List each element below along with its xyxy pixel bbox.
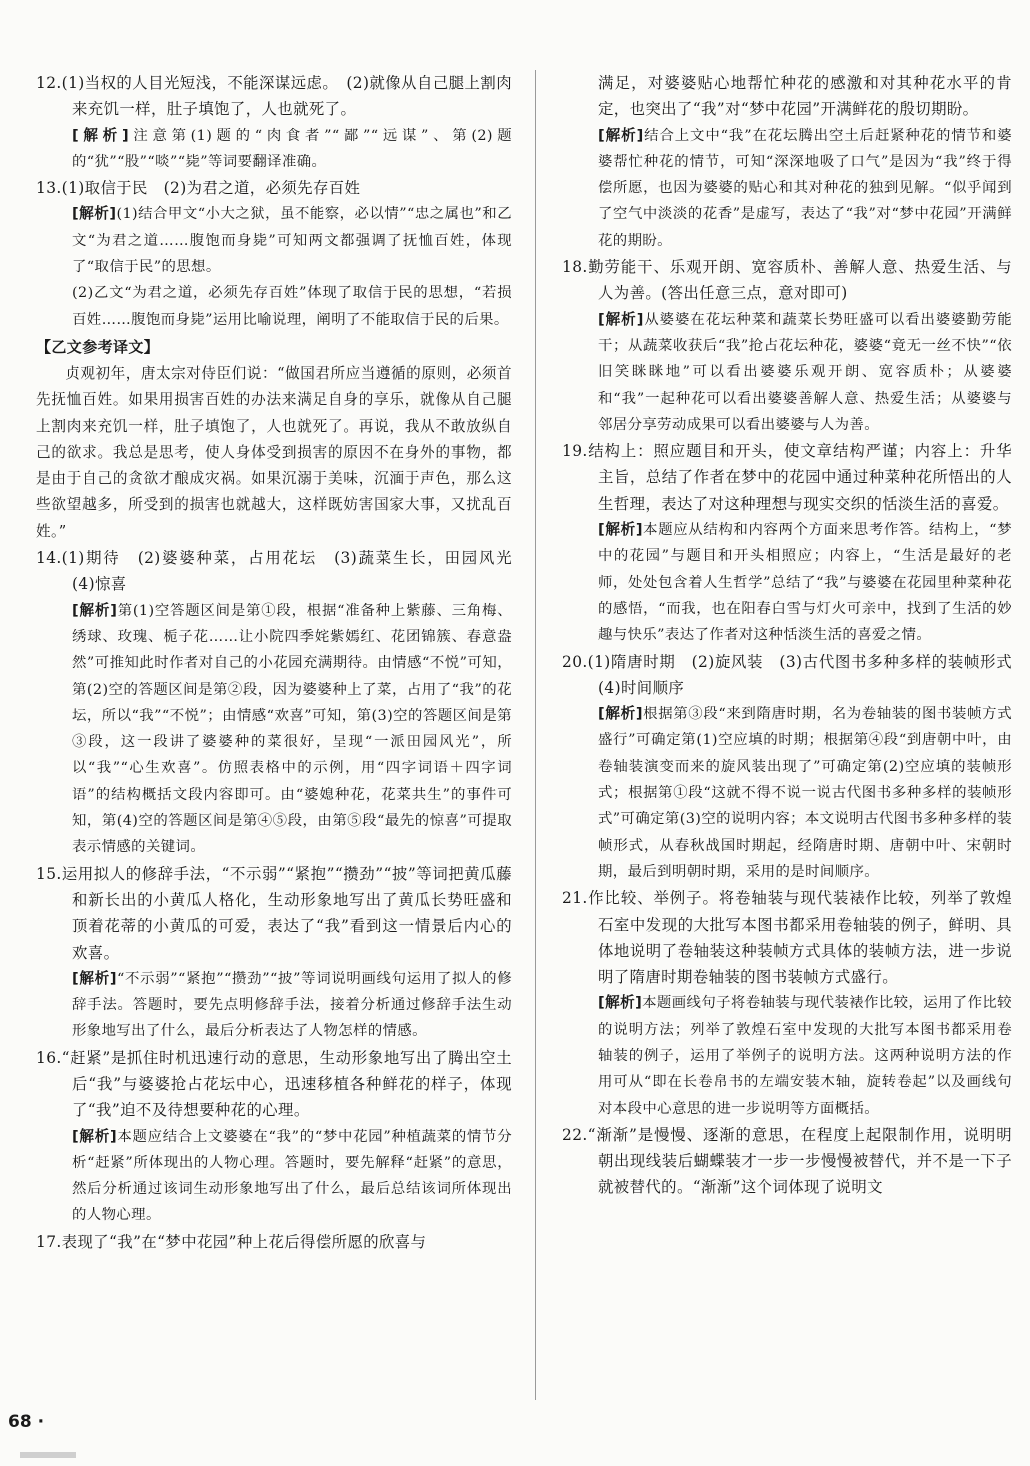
- paragraph-text: 16.“赶紧”是抓住时机迅速行动的意思，生动形象地写出了腾出空土后“我”与婆婆抢占花坛中心，迅速移植各种鲜花的样子，体现了“我”迫不及待想要种花的心理。: [36, 1048, 512, 1120]
- analysis-note: [562, 701, 1012, 885]
- translation-title: [36, 333, 512, 361]
- paragraph-text: (1)结合甲文“小大之狱，虽不能察，必以情”“忠之属也”和乙文“为君之道……腹饱而身毙”可知两文都强调了抚恤百姓，体现了“取信于民”的思想。: [72, 206, 512, 276]
- paragraph-text: 本题应从结构和内容两个方面来思考作答。结构上，“梦中的花园”与题目和开头相照应；内容上，“生活是最好的老师，处处包含着人生哲学”总结了“我”与婆婆在花园里种菜种花的感悟，“而我，也在阳春白雪与灯火可亲中，找到了生活的妙趣与快乐”表达了作者对这种恬淡生活的喜爱之情。: [598, 522, 1012, 644]
- analysis-note: [36, 280, 512, 333]
- analysis-tag: [解析]: [598, 126, 644, 144]
- analysis-note: [562, 123, 1012, 254]
- analysis-note: [562, 517, 1012, 648]
- paragraph-text: 结合上文中“我”在花坛腾出空土后赶紧种花的情节和婆婆帮忙种花的情节，可知“深深地吸了口气”是因为“我”终于得偿所愿，也因为婆婆的贴心和其对种花的独到见解。“似乎闻到了空气中淡淡的花香”是虚写，表达了“我”对“梦中花园”开满鲜花的期盼。: [598, 127, 1012, 249]
- paragraph-text: 15.运用拟人的修辞手法，“不示弱”“紧抱”“攒劲”“披”等词把黄瓜藤和新长出的小黄瓜人格化，生动形象地写出了黄瓜长势旺盛和顶着花蒂的小黄瓜的可爱，表达了“我”看到这一情景后内心的欢喜。: [36, 864, 512, 962]
- answer-item: [562, 254, 1012, 307]
- paragraph-text: 第(1)空答题区间是第①段，根据“准备种上紫藤、三角梅、绣球、玫瑰、栀子花……让小院四季姹紫嫣红、花团锦簇、春意盎然”可推知此时作者对自己的小花园充满期待。由情感“不悦”可知，第(2)空的答题区间是第②段，因为婆婆种上了菜，占用了“我”的花坛，所以“我”“不悦”；由情感“欢喜”可知，第(3)空的答题区间是第③段，这一段讲了婆婆种的菜很好，呈现“一派田园风光”，所以“我”“心生欢喜”。仿照表格中的示例，用“四字词语＋四字词语”的结构概括文段内容即可。由“婆媳种花，花菜共生”的事件可知，第(4)空的答题区间是第④⑤段，由第⑤段“最先的惊喜”可提取表示情感的关键词。: [72, 602, 512, 856]
- paragraph-text: 22.“渐渐”是慢慢、逐渐的意思，在程度上起限制作用，说明明朝出现线装后蝴蝶装才一步一步慢慢被替代，并不是一下子就被替代的。“渐渐”这个词体现了说明文: [562, 1125, 1012, 1197]
- paragraph-text: (2)乙文“为君之道，必须先存百姓”体现了取信于民的思想，“若损百姓……腹饱而身毙”运用比喻说理，阐明了不能取信于民的后果。: [72, 285, 512, 328]
- analysis-tag: [解析]: [598, 994, 643, 1012]
- paragraph-text: 贞观初年，唐太宗对侍臣们说：“做国君所应当遵循的原则，必须首先抚恤百姓。如果用损害百姓的办法来满足自身的享乐，就像从自己腿上割肉来充饥一样，肚子填饱了，人也就死了。再说，我从不敢放纵自己的欲求。我总是思考，使人身体受到损害的原因不在身外的事物，都是由于自己的贪欲才酿成灾祸。如果沉溺于美味，沉湎于声色，那么这些欲望越多，所受到的损害也就越大，这样既妨害国家大事，又扰乱百姓。”: [36, 364, 512, 540]
- analysis-note: [36, 966, 512, 1045]
- analysis-tag: [解析]: [72, 601, 118, 619]
- translation-text: [36, 361, 512, 545]
- analysis-note: [36, 201, 512, 280]
- paragraph-text: 17.表现了“我”在“梦中花园”种上花后得偿所愿的欣喜与: [36, 1232, 427, 1251]
- answer-item: [36, 175, 512, 201]
- paragraph-text: 21.作比较、举例子。将卷轴装与现代装裱作比较，列举了敦煌石室中发现的大批写本图书都采用卷轴装的例子，鲜明、具体地说明了卷轴装这种装帧方式具体的装帧方法，进一步说明了隋唐时期卷轴装的图书装帧方式盛行。: [562, 889, 1012, 987]
- analysis-tag: [解析]: [72, 205, 117, 223]
- paragraph-text: “不示弱”“紧抱”“攒劲”“披”等词说明画线句运用了拟人的修辞手法。答题时，要先点明修辞手法，接着分析通过修辞手法生动形象地写出了什么，最后分析表达了人物怎样的情感。: [72, 970, 512, 1040]
- paragraph-text: 18.勤劳能干、乐观开朗、宽容质朴、善解人意、热爱生活、与人为善。(答出任意三点，意对即可): [562, 258, 1012, 303]
- paragraph-text: 满足，对婆婆贴心地帮忙种花的感激和对其种花水平的肯定，也突出了“我”对“梦中花园”开满鲜花的殷切期盼。: [598, 74, 1012, 119]
- paragraph-text: 注意第(1)题的“肉食者”“鄙”“远谋”、第(2)题的“犹”“股”“啖”“毙”等词要翻译准确。: [72, 127, 512, 170]
- answer-item: [36, 1229, 512, 1255]
- analysis-note: [36, 598, 512, 861]
- analysis-tag: [解析]: [598, 705, 643, 723]
- analysis-note: [562, 990, 1012, 1121]
- paragraph-text: 本题画线句子将卷轴装与现代装裱作比较，运用了作比较的说明方法；列举了敦煌石室中发现的大批写本图书都采用卷轴装的例子，运用了举例子的说明方法。这两种说明方法的作用可从“即在长卷帛书的左端安装木轴，旋转卷起”以及画线句对本段中心意思的进一步说明等方面概括。: [598, 995, 1012, 1117]
- analysis-tag: [解析]: [72, 1127, 118, 1145]
- right-column: [562, 70, 1028, 1201]
- answer-item: [562, 885, 1012, 990]
- page-number: 68 ·: [8, 1412, 45, 1432]
- paragraph-text: 根据第③段“来到隋唐时期，名为卷轴装的图书装帧方式盛行”可确定第(1)空应填的时期；根据第④段“到唐朝中叶，由卷轴装演变而来的旋风装出现了”可确定第(2)空应填的装帧形式；根据第①段“这就不得不说一说古代图书多种多样的装帧形式”可确定第(3)空的说明内容；本文说明古代图书多种多样的装帧形式，从春秋战国时期起，经隋唐时期、唐朝中叶、宋朝时期，最后到明朝时期，采用的是时间顺序。: [598, 706, 1012, 880]
- answer-item: [36, 545, 528, 598]
- answer-item: [562, 438, 1012, 517]
- paragraph-text: 【乙文参考译文】: [36, 337, 160, 356]
- analysis-note: [36, 123, 512, 176]
- paragraph-text: 本题应结合上文婆婆在“我”的“梦中花园”种植蔬菜的情节分析“赶紧”所体现出的人物心理。答题时，要先解释“赶紧”的意思，然后分析通过该词生动形象地写出了什么，最后总结该词所体现出的人物心理。: [72, 1128, 512, 1224]
- answer-item: [36, 70, 512, 123]
- column-divider: [535, 70, 536, 1400]
- analysis-tag: [解析]: [72, 126, 130, 144]
- answer-item: [36, 1045, 512, 1124]
- analysis-tag: [解析]: [598, 521, 643, 539]
- analysis-tag: [解析]: [72, 969, 117, 987]
- analysis-note: [36, 1124, 512, 1229]
- paragraph-text: 14.(1)期待 (2)婆婆种菜，占用花坛 (3)蔬菜生长，田园风光 (4)惊喜: [36, 549, 528, 594]
- paragraph-text: 从婆婆在花坛种菜和蔬菜长势旺盛可以看出婆婆勤劳能干；从蔬菜收获后“我”抢占花坛种花，婆婆“竟无一丝不快”“依旧笑眯眯地”可以看出婆婆乐观开朗、宽容质朴；从婆婆和“我”一起种花可以看出婆婆善解人意、热爱生活；从婆婆与邻居分享劳动成果可以看出婆婆与人为善。: [598, 311, 1012, 433]
- answer-continued: [562, 70, 1012, 123]
- paragraph-text: 20.(1)隋唐时期 (2)旋风装 (3)古代图书多种多样的装帧形式 (4)时间顺序: [562, 652, 1028, 697]
- analysis-note: [562, 307, 1012, 438]
- paragraph-text: 19.结构上：照应题目和开头，使文章结构严谨；内容上：升华主旨，总结了作者在梦中的花园中通过种菜种花所悟出的人生哲理，表达了对这种理想与现实交织的恬淡生活的喜爱。: [562, 442, 1012, 513]
- answer-item: [562, 649, 1028, 702]
- left-column: [36, 70, 528, 1255]
- analysis-tag: [解析]: [598, 310, 644, 328]
- page-edge-mark: [20, 1452, 76, 1458]
- answer-item: [36, 861, 512, 966]
- paragraph-text: 13.(1)取信于民 (2)为君之道，必须先存百姓: [36, 179, 361, 198]
- answer-item: [562, 1122, 1012, 1201]
- paragraph-text: 12.(1)当权的人目光短浅，不能深谋远虑。 (2)就像从自己腿上割肉来充饥一样，肚子填饱了，人也就死了。: [36, 74, 512, 119]
